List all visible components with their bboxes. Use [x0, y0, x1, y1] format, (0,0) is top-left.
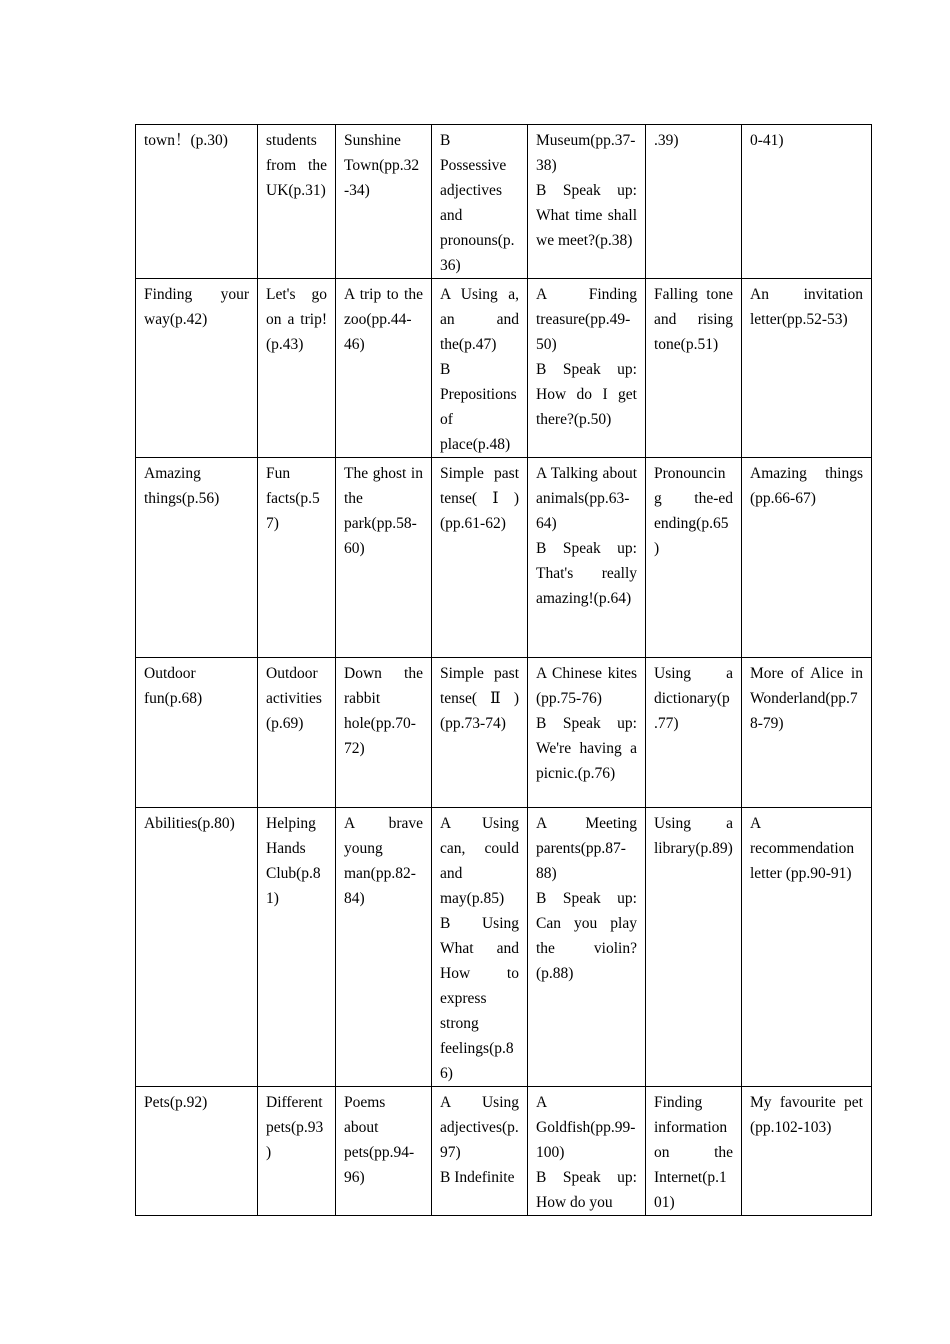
- cell-welcome: Fun facts(p.57): [258, 458, 336, 658]
- table-row: [136, 808, 872, 1087]
- cell-task: 0-41): [742, 125, 872, 279]
- cell-integrated: [528, 658, 646, 808]
- cell-unit: town！(p.30): [136, 125, 258, 279]
- integrated-line: A Finding treasure(pp.49-50): [536, 286, 637, 353]
- cell-welcome: students from the UK(p.31): [258, 125, 336, 279]
- cell-study-skills: Falling tone and rising tone(p.51): [646, 279, 742, 458]
- cell-grammar: [432, 808, 528, 1087]
- integrated-line: B Speak up: Can you play the violin?(p.88): [536, 890, 637, 982]
- syllabus-table: [135, 124, 872, 1216]
- cell-task: An invitation letter(pp.52-53): [742, 279, 872, 458]
- grammar-line: A Using can, could and may(p.85): [440, 815, 519, 907]
- integrated-line: B Speak up: What time shall we meet?(p.38): [536, 182, 637, 249]
- cell-integrated: [528, 808, 646, 1087]
- grammar-line: B Possessive adjectives and pronouns(p.36): [440, 132, 515, 274]
- cell-grammar: [432, 658, 528, 808]
- integrated-line: B Speak up: We're having a picnic.(p.76): [536, 715, 637, 782]
- cell-grammar: [432, 125, 528, 279]
- cell-integrated: [528, 1087, 646, 1216]
- integrated-line: A Chinese kites (pp.75-76): [536, 665, 637, 707]
- cell-reading: Poems about pets(pp.94-96): [336, 1087, 432, 1216]
- grammar-line: B Indefinite: [440, 1169, 515, 1186]
- table-row: [136, 658, 872, 808]
- integrated-line: A Talking about animals(pp.63-64): [536, 465, 637, 532]
- cell-task: A recommendation letter (pp.90-91): [742, 808, 872, 1087]
- cell-reading: A trip to the zoo(pp.44-46): [336, 279, 432, 458]
- integrated-line: A Goldfish(pp.99-100): [536, 1094, 636, 1161]
- cell-unit: Outdoor fun(p.68): [136, 658, 258, 808]
- cell-reading: A brave young man(pp.82-84): [336, 808, 432, 1087]
- table-row: [136, 458, 872, 658]
- cell-unit: Abilities(p.80): [136, 808, 258, 1087]
- integrated-line: Museum(pp.37-38): [536, 132, 636, 174]
- cell-study-skills: Finding information on the Internet(p.101): [646, 1087, 742, 1216]
- grammar-line: B Using What and How to express strong feelings(p.86): [440, 915, 519, 1082]
- cell-study-skills: Using a library(p.89): [646, 808, 742, 1087]
- grammar-line: A Using a, an and the(p.47): [440, 286, 519, 353]
- cell-grammar: [432, 1087, 528, 1216]
- integrated-line: A Meeting parents(pp.87-88): [536, 815, 637, 882]
- cell-study-skills: .39): [646, 125, 742, 279]
- cell-welcome: Different pets(p.93): [258, 1087, 336, 1216]
- cell-task: Amazing things (pp.66-67): [742, 458, 872, 658]
- integrated-line: B Speak up: That's really amazing!(p.64): [536, 540, 637, 607]
- cell-reading: Down the rabbit hole(pp.70-72): [336, 658, 432, 808]
- cell-study-skills: Using a dictionary(p.77): [646, 658, 742, 808]
- cell-study-skills: Pronouncing the-ed ending(p.65): [646, 458, 742, 658]
- cell-grammar: [432, 458, 528, 658]
- cell-reading: Sunshine Town(pp.32-34): [336, 125, 432, 279]
- cell-reading: The ghost in the park(pp.58-60): [336, 458, 432, 658]
- cell-unit: Amazing things(p.56): [136, 458, 258, 658]
- cell-integrated: [528, 279, 646, 458]
- cell-welcome: Outdoor activities(p.69): [258, 658, 336, 808]
- cell-task: My favourite pet (pp.102-103): [742, 1087, 872, 1216]
- cell-grammar: [432, 279, 528, 458]
- table-row: [136, 1087, 872, 1216]
- cell-integrated: [528, 458, 646, 658]
- table-row: [136, 125, 872, 279]
- cell-unit: Finding your way(p.42): [136, 279, 258, 458]
- cell-welcome: Helping Hands Club(p.81): [258, 808, 336, 1087]
- integrated-line: B Speak up: How do I get there?(p.50): [536, 361, 637, 428]
- cell-task: More of Alice in Wonderland(pp.78-79): [742, 658, 872, 808]
- grammar-line: Simple past tense(Ⅰ)(pp.61-62): [440, 465, 519, 532]
- cell-welcome: Let's go on a trip!(p.43): [258, 279, 336, 458]
- table-row: [136, 279, 872, 458]
- grammar-line: B Prepositions of place(p.48): [440, 361, 517, 453]
- grammar-line: Simple past tense(Ⅱ)(pp.73-74): [440, 665, 519, 732]
- cell-unit: Pets(p.92): [136, 1087, 258, 1216]
- cell-integrated: [528, 125, 646, 279]
- integrated-line: B Speak up: How do you: [536, 1169, 637, 1211]
- grammar-line: A Using adjectives(p.97): [440, 1094, 519, 1161]
